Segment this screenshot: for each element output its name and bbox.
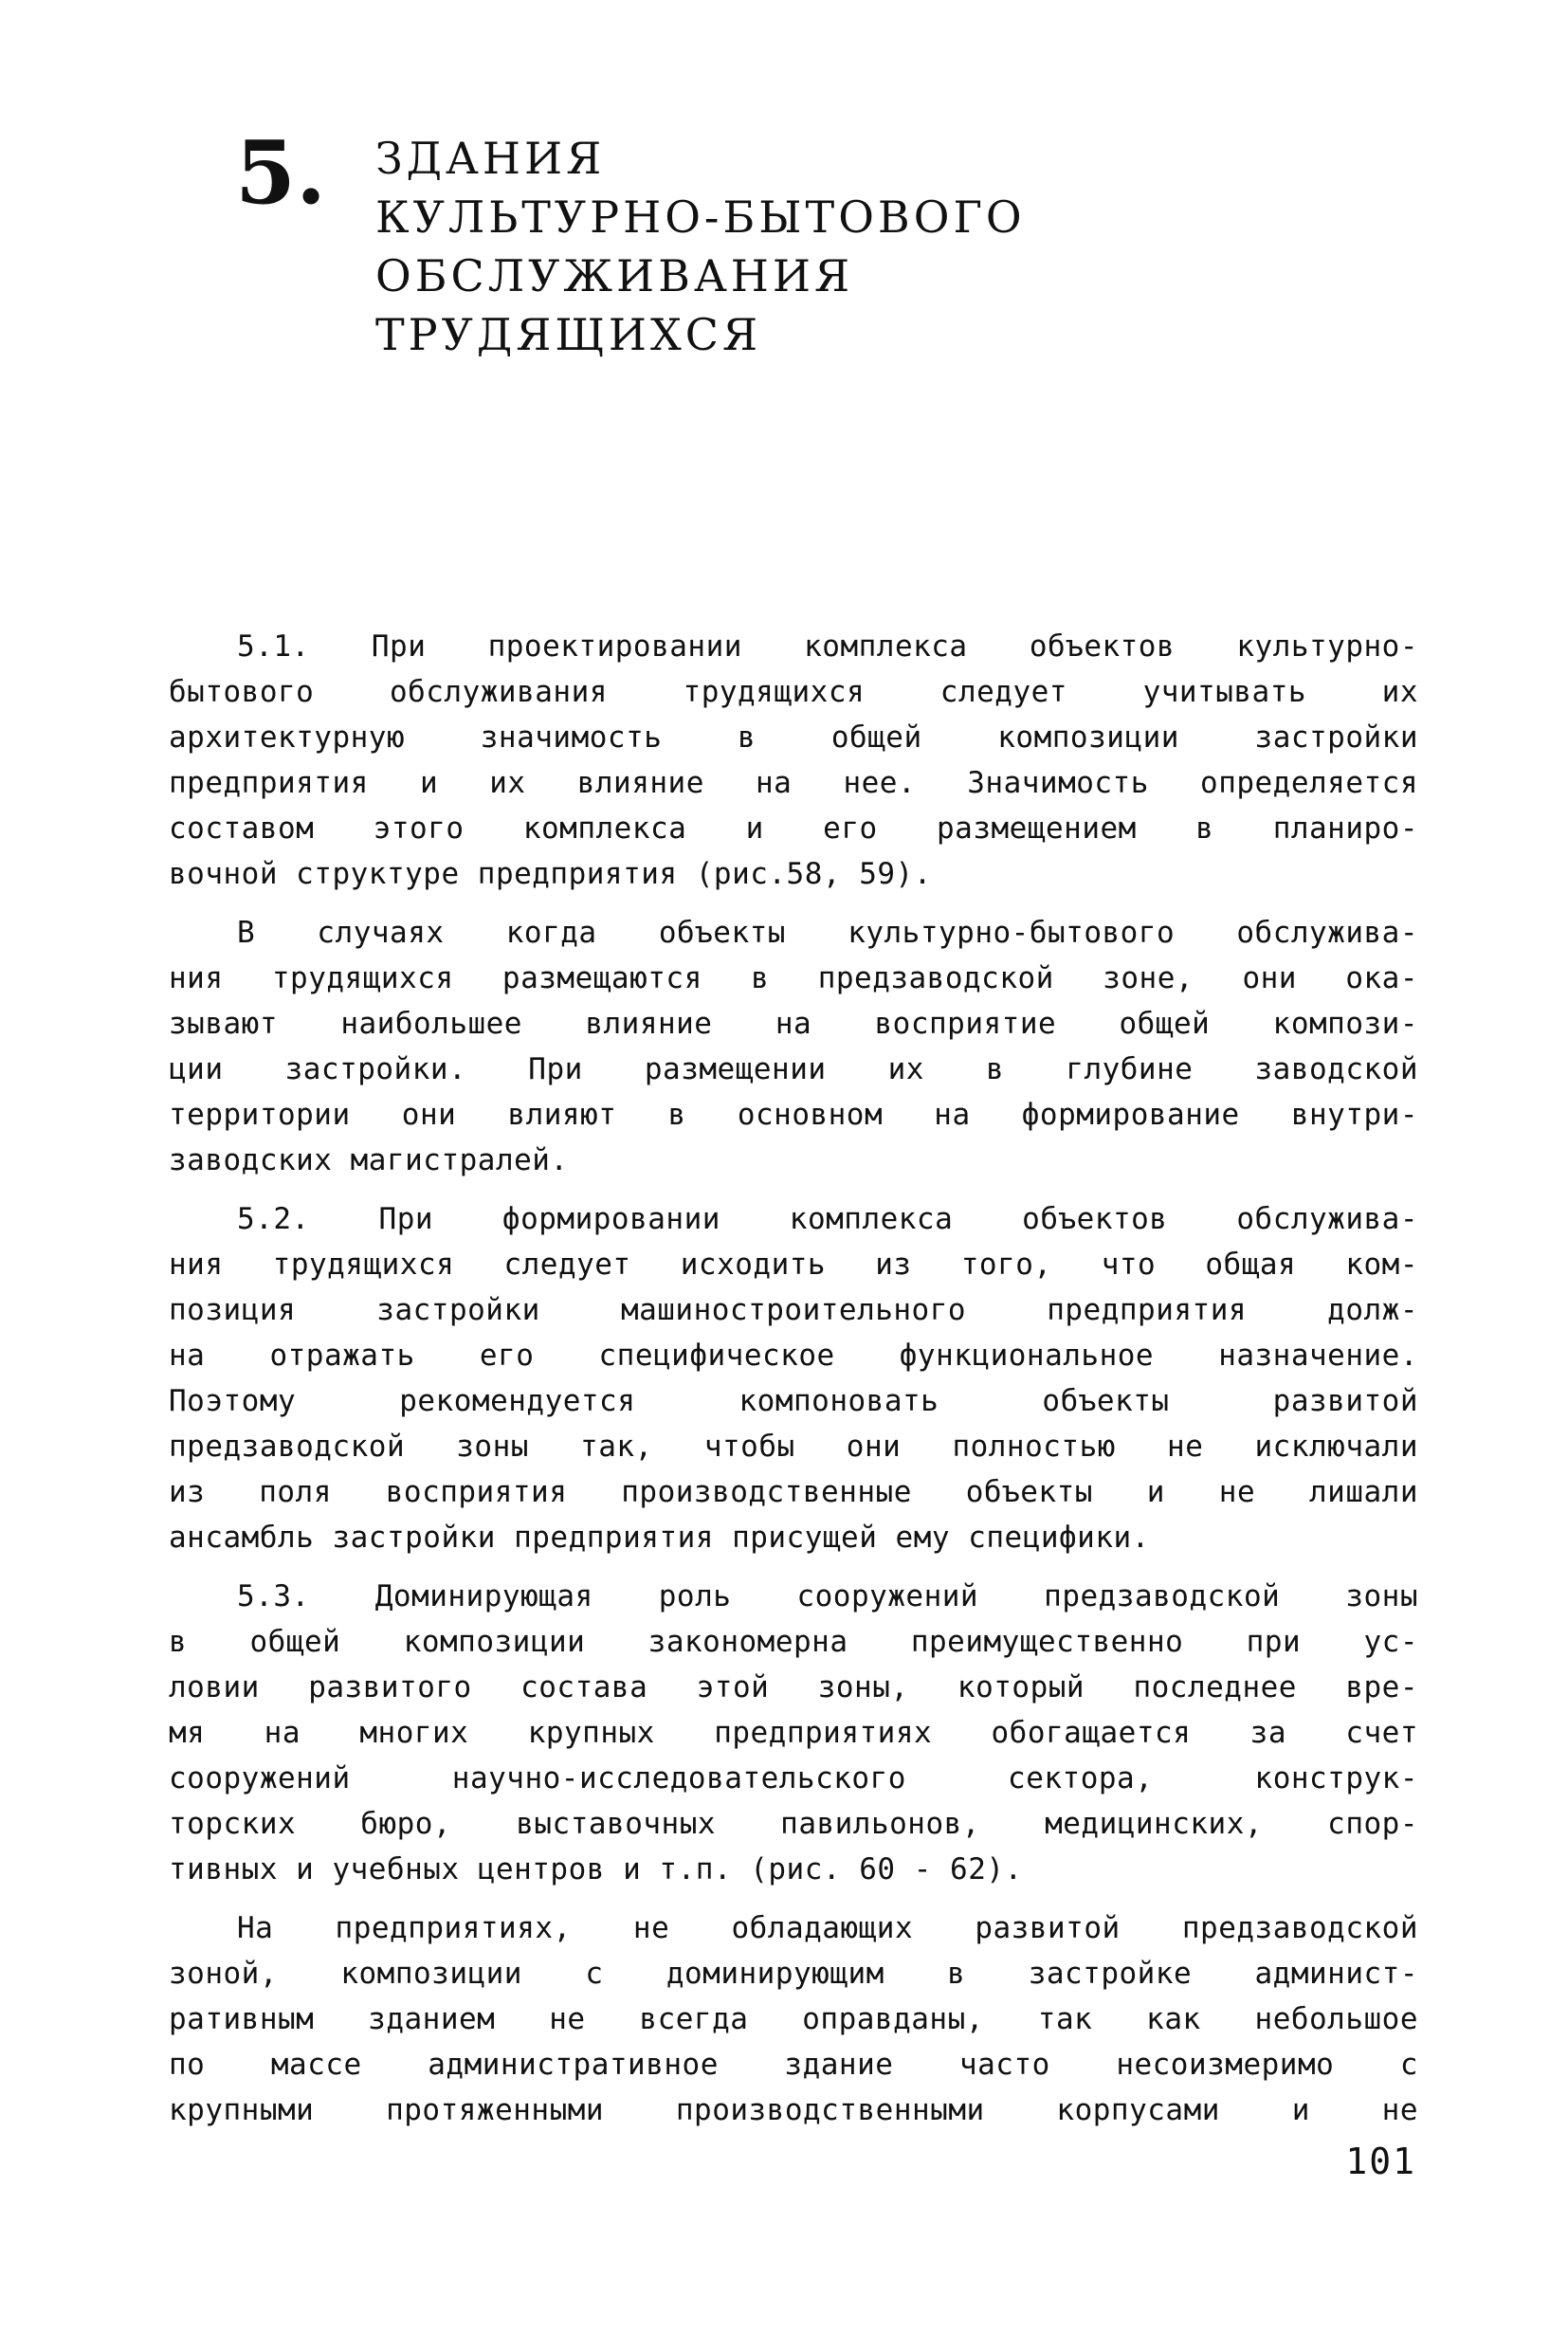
text-line: Поэтому рекомендуется компоновать объекты развитой <box>169 1384 1418 1418</box>
text-line: на отражать его специфическое функциональное назначение. <box>169 1339 1418 1373</box>
text-line: ансамбль застройки предприятия присущей ему специфики. <box>169 1521 1150 1555</box>
paragraph <box>169 910 1418 1183</box>
text-line: по массе административное здание часто несоизмеримо с <box>169 2048 1418 2082</box>
chapter-title-line: КУЛЬТУРНО-БЫТОВОГО <box>375 191 1026 243</box>
text-line: тивных и учебных центров и т.п. (рис. 60 - 62). <box>169 1852 1023 1886</box>
text-line: сооружений научно-исследовательского сектора, конструк- <box>169 1761 1418 1795</box>
paragraph <box>169 624 1418 897</box>
chapter-title-line: ЗДАНИЯ <box>375 133 606 184</box>
text-line: вочной структуре предприятия (рис.58, 59). <box>169 857 932 891</box>
body-text <box>169 624 1418 2146</box>
text-line: бытового обслуживания трудящихся следует учитывать их <box>169 675 1418 709</box>
text-line: составом этого комплекса и его размещением в планиро- <box>169 811 1418 846</box>
chapter-title <box>375 129 1026 364</box>
chapter-number: 5. <box>235 121 327 224</box>
text-line: ловии развитого состава этой зоны, который последнее вре- <box>169 1670 1418 1704</box>
text-line: из поля восприятия производственные объекты и не лишали <box>169 1475 1418 1509</box>
text-line: ния трудящихся размещаются в предзаводской зоне, они ока- <box>169 961 1418 995</box>
text-line: крупными протяженными производственными корпусами и не <box>169 2093 1418 2127</box>
chapter-title-line: ОБСЛУЖИВАНИЯ <box>375 250 854 301</box>
text-line: заводских магистралей. <box>169 1143 569 1177</box>
text-line: 5.3. Доминирующая роль сооружений предзаводской зоны <box>237 1579 1418 1613</box>
text-line: 5.1. При проектировании комплекса объектов культурно- <box>237 629 1418 664</box>
text-line: ции застройки. При размещении их в глубине заводской <box>169 1052 1418 1086</box>
chapter-title-line: ТРУДЯЩИХСЯ <box>375 309 762 360</box>
paragraph <box>169 1196 1418 1560</box>
text-line: зоной, композиции с доминирующим в застройке админист- <box>169 1957 1418 1991</box>
text-line: мя на многих крупных предприятиях обогащается за счет <box>169 1716 1418 1750</box>
text-line: 5.2. При формировании комплекса объектов обслужива- <box>237 1202 1418 1236</box>
text-line: ния трудящихся следует исходить из того, что общая ком- <box>169 1248 1418 1282</box>
text-line: предзаводской зоны так, чтобы они полностью не исключали <box>169 1430 1418 1464</box>
text-line: торских бюро, выставочных павильонов, медицинских, спор- <box>169 1807 1418 1841</box>
text-line: ративным зданием не всегда оправданы, так как небольшое <box>169 2002 1418 2036</box>
text-line: На предприятиях, не обладающих развитой предзаводской <box>237 1911 1418 1945</box>
text-line: зывают наибольшее влияние на восприятие общей компози- <box>169 1007 1418 1041</box>
page-number: 101 <box>1345 2141 1416 2182</box>
text-line: территории они влияют в основном на формирование внутри- <box>169 1098 1418 1132</box>
paragraph <box>169 1574 1418 1892</box>
paragraph <box>169 1905 1418 2133</box>
chapter-heading <box>235 121 1183 360</box>
text-line: в общей композиции закономерна преимущественно при ус- <box>169 1625 1418 1659</box>
text-line: предприятия и их влияние на нее. Значимость определяется <box>169 766 1418 800</box>
text-line: архитектурную значимость в общей композиции застройки <box>169 720 1418 755</box>
text-line: В случаях когда объекты культурно-бытового обслужива- <box>237 916 1418 950</box>
text-line: позиция застройки машиностроительного предприятия долж- <box>169 1293 1418 1327</box>
